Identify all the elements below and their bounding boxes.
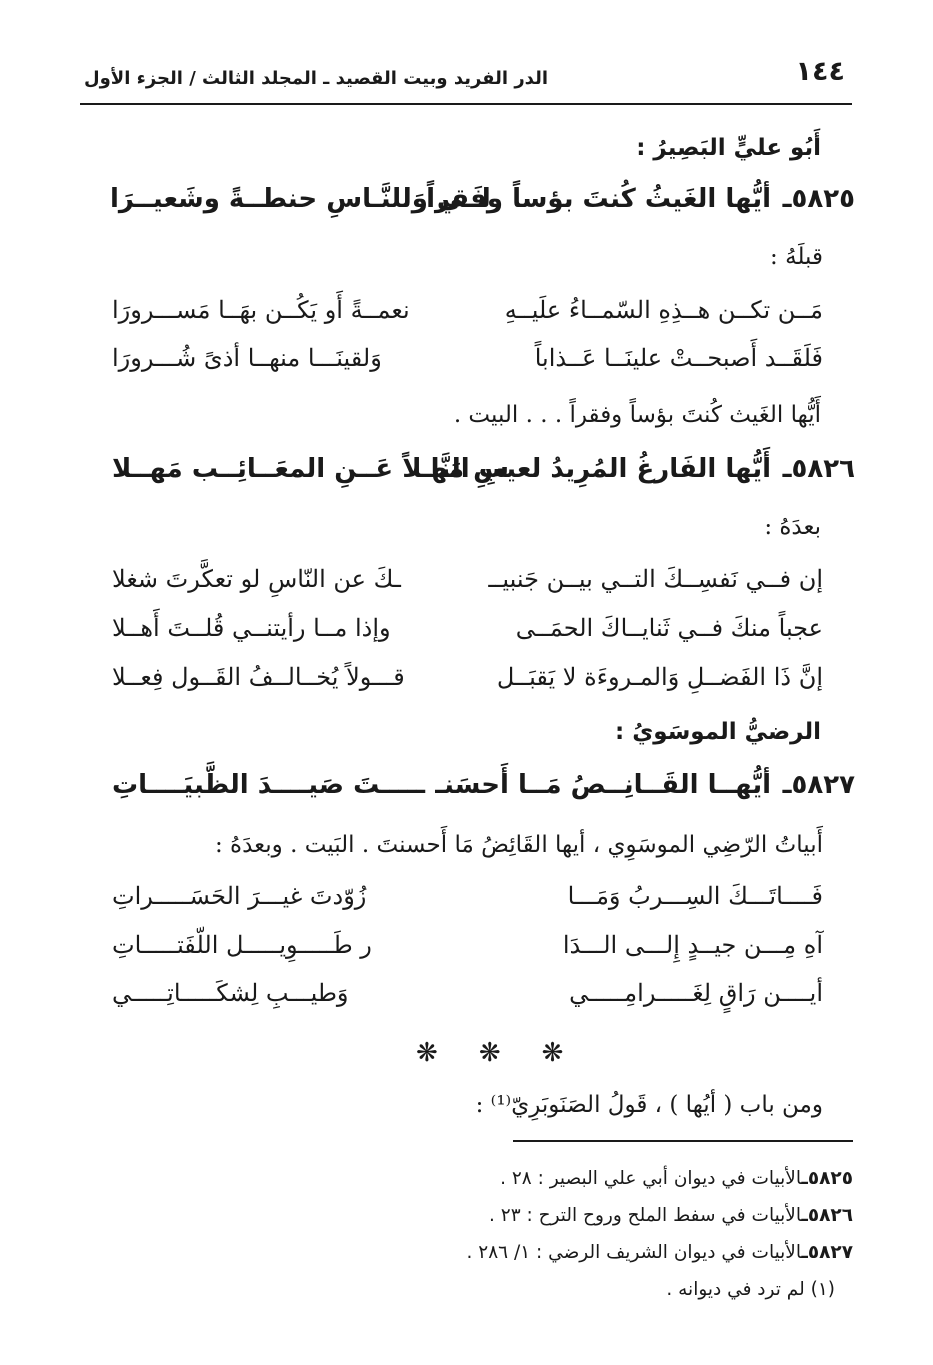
verse-ajuz: ر طَـــــوِيـــــل اللّفَتـــــاتِ (112, 931, 372, 959)
page-number: ١٤٤ (795, 56, 845, 87)
footnote-label: ٥٨٢٥ـ (801, 1168, 853, 1189)
footnote-label: ٥٨٢٧ـ (801, 1242, 853, 1263)
verse-ajuz: ـكَ عن النّاسِ لو تعكَّرتَ شغلا (112, 565, 401, 593)
verse-sadr: عجباً منكَ فــي ثَنايــاكَ الحمَــى (515, 614, 823, 642)
verse-sadr: آهِ مِـــن جيــدٍ إِلـــى الـــدَا (562, 931, 823, 959)
verse-sadr: أيُّهــا القَــانِــصُ مَــا أَحسَنـ (435, 770, 771, 800)
verse-ajuz: لــي وَللنَّـاسِ حنطــةً وشَعيــرَا (110, 184, 491, 214)
chapter-line: ومن باب ( أيُها ) ، قَولُ الصَنَوبَرِيّ⁽¹⁾ : (475, 1092, 823, 1118)
section-separator: ❋ ❋ ❋ (416, 1038, 580, 1068)
context-label: بعدَهُ : (764, 514, 821, 540)
footnote-label: ٥٨٢٦ـ (801, 1205, 853, 1226)
verse-sadr: أيــــن رَاقٍ لِغَـــــرامِـــــي (569, 979, 823, 1007)
context-label: أَبياتُ الرّضِي الموسَوِي ، أيها القَائِضُ مَا أَحسنتَ . البَيت . وبعدَهُ : (214, 832, 823, 858)
footnote-label: (١) (810, 1279, 835, 1300)
verse-sadr: أَيُّها الفَارغُ المُرِيدُ لعيبِ النَّا (430, 454, 771, 484)
verse-sadr: مَــن تكــن هــذِهِ السّمــاءُ علَيــهِ (504, 296, 823, 324)
footnote-text: الأبيات في ديوان أبي علي البصير : ٢٨ . (500, 1168, 802, 1189)
footnote (467, 1242, 853, 1263)
verse-sadr: إنَّ ذَا الفَضــلِ وَالمـروءَة لا يَقبَــل (496, 663, 823, 691)
verse-sadr: فَــــاتَـــكَ السِـــربُ وَمَـــا (567, 882, 823, 910)
footnote (666, 1279, 835, 1300)
verse-ajuz: نعمــةً أَو يَكُــن بهَــا مَســـرورَا (112, 296, 410, 324)
verse-ajuz: وَلقينَـــا منهــا أذىً شُـــرورَا (112, 344, 382, 372)
footnote-rule (513, 1140, 853, 1142)
header-rule (80, 103, 852, 105)
running-title: الدر الفريد وبيت القصيد ـ المجلد الثالث / الجزء الأول (84, 68, 549, 89)
verse-number: ٥٨٢٥ـ (782, 184, 855, 214)
verse-ajuz: ـــــتَ صَيــــدَ الظَّبيَــــاتِ (112, 770, 426, 800)
context-label: قبلَهُ : (770, 244, 823, 270)
verse-sadr: إن فــي نَفسِــكَ التــي بيــن جَنبيــ (488, 565, 823, 593)
verse-ajuz: وإذا مــا رأيتنــي قُلــتَ أَهــلا (112, 614, 391, 642)
poet-name: الرضيُّ الموسَويُ : (614, 719, 821, 745)
footnote-text: الأبيات في سفط الملح وروح الترح : ٢٣ . (489, 1205, 802, 1226)
verse-ajuz: سِ مَهـلاً عَــنِ المعَــائِــب مَهــلا (112, 454, 510, 484)
verse-ajuz: وَطيـــبِ لِشكَـــــاتِـــــي (112, 979, 349, 1007)
verse-sadr: أيُّها الغَيثُ كُنتَ بؤساً وفَقراً (426, 184, 771, 214)
verse-sadr: فَلَقَــد أَصبحــتْ علينَــا عَــذاباً (534, 344, 823, 372)
footnote (500, 1168, 853, 1189)
verse-number: ٥٨٢٦ـ (782, 454, 855, 484)
footnote-text: الأبيات في ديوان الشريف الرضي : ١/ ٢٨٦ . (466, 1242, 802, 1263)
footnote-text: لم ترد في ديوانه . (666, 1279, 805, 1300)
poet-name: أَبُو عليٍّ البَصِيرُ : (636, 135, 821, 161)
verse-number: ٥٨٢٧ـ (782, 770, 855, 800)
closing-line: أَيُّها الغَيث كُنتَ بؤساً وفقراً . . . البيت . (453, 402, 821, 428)
verse-ajuz: زُوّدتَ غيـــرَ الحَسَـــــراتِ (112, 882, 367, 910)
footnote (489, 1205, 853, 1226)
verse-ajuz: قـــولاً يُخــالــفُ القَــول فِعــلا (112, 663, 405, 691)
